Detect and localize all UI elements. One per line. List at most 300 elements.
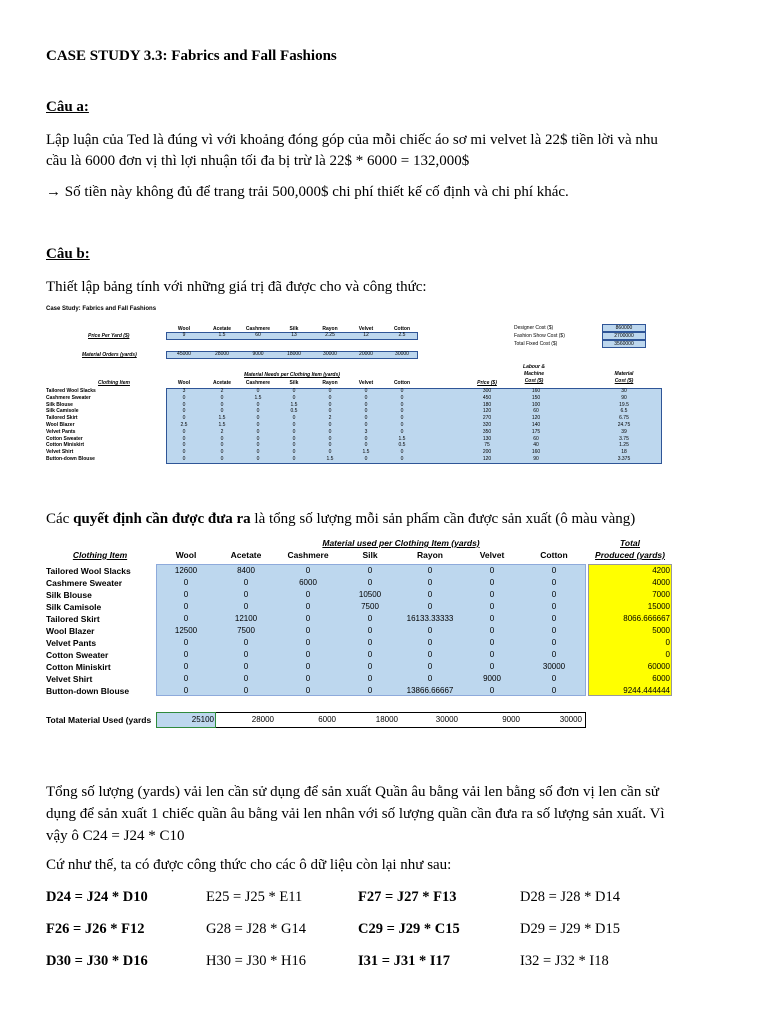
material-cost-cell: 1.25 xyxy=(619,442,629,449)
clothing-item-name: Velvet Pants xyxy=(46,638,97,648)
labour-cost-header: Machine xyxy=(523,371,544,377)
need-cell: 0 xyxy=(400,394,404,401)
clothing-item-name: Button-down Blouse xyxy=(46,456,95,462)
material-used-cell: 0 xyxy=(243,674,249,683)
price-cell: 130 xyxy=(482,435,492,442)
price-cell: 13 xyxy=(291,332,297,338)
material-used-cell: 0 xyxy=(305,566,311,575)
need-cell: 0 xyxy=(256,422,260,428)
order-cell: 20000 xyxy=(359,351,373,357)
paragraph-c-line1: Tổng số lượng (yards) vải len cần sử dụng để sản xuất Quần âu bằng vải len bằng số đơn vị len cần sử xyxy=(46,784,660,800)
clothing-item-name: Velvet Shirt xyxy=(46,674,93,684)
need-cell: 0 xyxy=(256,388,260,394)
material-used-cell: 0 xyxy=(367,686,373,695)
formula-item: H30 = J30 * H16 xyxy=(206,953,307,969)
order-cell: 45000 xyxy=(177,351,191,357)
need-cell: 0 xyxy=(400,401,404,408)
material-used-cell: 0 xyxy=(551,602,557,611)
material-used-cell: 0 xyxy=(367,566,373,575)
section-heading-b: Câu b: xyxy=(46,246,90,262)
need-cell: 2 xyxy=(328,415,332,422)
price-cell: 300 xyxy=(482,388,492,394)
formula-item: D28 = J28 * D14 xyxy=(520,889,621,905)
order-cell: 9000 xyxy=(252,351,264,357)
need-cell: 0 xyxy=(220,449,224,456)
need-cell: 0 xyxy=(292,442,296,449)
material-cost-cell: 6.5 xyxy=(620,408,628,415)
material-used-cell: 0 xyxy=(551,626,557,635)
need-cell: 0 xyxy=(292,422,296,428)
need-cell: 0 xyxy=(364,435,368,442)
need-cell: 0 xyxy=(220,394,224,401)
material-used-cell: 0 xyxy=(183,614,189,623)
material-used-cell: 0 xyxy=(551,650,557,659)
material-used-cell: 0 xyxy=(427,626,433,635)
material-used-cell: 0 xyxy=(183,602,189,611)
need-cell: 0 xyxy=(182,435,186,442)
need-cell: 0 xyxy=(328,449,332,456)
need-cell: 0 xyxy=(256,408,260,415)
need-cell: 3 xyxy=(364,428,368,435)
material-used-cell: 0 xyxy=(551,578,557,587)
clothing-item-name: Silk Blouse xyxy=(46,401,73,408)
need-cell: 0 xyxy=(364,415,368,422)
formula-item: D29 = J29 * D15 xyxy=(520,921,621,937)
total-produced-cell: 4000 xyxy=(652,578,670,587)
need-cell: 0 xyxy=(328,394,332,401)
total-produced-cell: 5000 xyxy=(652,626,670,635)
paragraph-c-line4: Cứ như thế, ta có được công thức cho các ô dữ liệu còn lại như sau: xyxy=(46,857,452,873)
total-produced-cell: 9244.444444 xyxy=(623,686,670,695)
need-cell: 0 xyxy=(292,428,296,435)
price-cell: 350 xyxy=(482,428,492,435)
need-cell: 0 xyxy=(292,415,296,422)
need-cell: 0 xyxy=(328,442,332,449)
material-cost-cell: 39 xyxy=(621,428,627,435)
material-used-cell: 9000 xyxy=(483,674,501,683)
fabric-header: Cotton xyxy=(540,550,568,560)
total-material-cell: 30000 xyxy=(435,715,458,724)
paragraph-a-line1: Lập luận của Ted là đúng vì với khoảng đóng góp của mỗi chiếc áo sơ mi velvet là 22$ tiền lời và nhu xyxy=(46,132,658,148)
need-cell: 0 xyxy=(256,401,260,408)
material-cost-cell: 90 xyxy=(621,394,627,401)
price-cell: 1.5 xyxy=(218,332,226,338)
material-used-cell: 12500 xyxy=(174,626,198,635)
fabric-header: Acetate xyxy=(230,550,262,560)
material-cost-header: Cost ($) xyxy=(614,378,634,384)
total-produced-cell: 7000 xyxy=(652,590,670,599)
paragraph-a-conclusion: → Số tiền này không đủ để trang trải 500,000$ chi phí thiết kế cố định và chi phí khác. xyxy=(46,184,569,200)
total-produced-cell: 0 xyxy=(665,638,670,647)
total-material-cell: 25100 xyxy=(191,715,214,724)
price-cell: 450 xyxy=(482,394,492,401)
clothing-item-name: Tailored Wool Slacks xyxy=(46,388,96,394)
paragraph-c-line2: dụng để sản xuất 1 chiếc quần âu bằng vải len nhân với số lượng quần cần đưa ra số lượng sản xuất. Vì xyxy=(46,806,665,822)
price-per-yard-label: Price Per Yard ($) xyxy=(88,333,130,339)
need-cell: 0 xyxy=(182,428,186,435)
fabric-header: Velvet xyxy=(358,326,374,332)
fabric-header: Cotton xyxy=(393,380,411,386)
clothing-item-name: Silk Blouse xyxy=(46,590,92,600)
need-cell: 0 xyxy=(400,415,404,422)
clothing-item-name: Cashmere Sweater xyxy=(46,578,123,588)
paragraph-decisions: Các quyết định cần được đưa ra là tổng số lượng mỗi sản phẩm cần được sản xuất (ô màu vàng) xyxy=(46,511,636,527)
fixed-cost-label: Designer Cost ($) xyxy=(514,325,554,331)
clothing-item-name: Cashmere Sweater xyxy=(46,394,91,401)
material-used-cell: 0 xyxy=(367,626,373,635)
need-cell: 1.5 xyxy=(254,394,262,401)
fabric-header: Rayon xyxy=(417,550,443,560)
material-needs-header: Material Needs per Clothing Item (yards) xyxy=(244,372,340,378)
need-cell: 0 xyxy=(256,415,260,422)
total-material-cell: 18000 xyxy=(375,715,398,724)
clothing-item-name: Silk Camisole xyxy=(46,602,102,612)
material-used-cell: 0 xyxy=(305,614,311,623)
material-used-cell: 0 xyxy=(183,590,189,599)
price-cell: 60 xyxy=(255,332,261,338)
material-used-cell: 0 xyxy=(427,578,433,587)
material-cost-cell: 3.375 xyxy=(617,456,631,462)
material-used-cell: 0 xyxy=(427,566,433,575)
price-cell: 12 xyxy=(363,332,369,338)
need-cell: 0 xyxy=(364,422,368,428)
fabric-header: Acetate xyxy=(212,380,232,386)
need-cell: 0 xyxy=(182,408,186,415)
material-used-cell: 0 xyxy=(183,638,189,647)
need-cell: 0 xyxy=(256,435,260,442)
material-used-cell: 0 xyxy=(551,566,557,575)
need-cell: 0 xyxy=(328,435,332,442)
material-orders-label: Material Orders (yards) xyxy=(82,352,137,358)
clothing-item-name: Cotton Sweater xyxy=(46,650,109,660)
labour-cost-cell: 175 xyxy=(531,428,541,435)
formula-item: F27 = J27 * F13 xyxy=(358,889,457,905)
need-cell: 0 xyxy=(220,408,224,415)
fabric-header: Silk xyxy=(362,550,378,560)
material-used-cell: 0 xyxy=(551,614,557,623)
material-cost-header: Material xyxy=(614,371,634,377)
need-cell: 3 xyxy=(182,388,186,394)
need-cell: 0 xyxy=(364,408,368,415)
total-produced-cell: 6000 xyxy=(652,674,670,683)
need-cell: 0 xyxy=(400,408,404,415)
material-used-cell: 0 xyxy=(489,638,495,647)
clothing-item-name: Tailored Skirt xyxy=(46,415,78,422)
need-cell: 0 xyxy=(292,394,296,401)
section-heading-a: Câu a: xyxy=(46,99,89,115)
need-cell: 0 xyxy=(292,449,296,456)
fabric-header: Cashmere xyxy=(245,326,271,332)
material-used-cell: 0 xyxy=(243,662,249,671)
need-cell: 0 xyxy=(364,401,368,408)
labour-cost-cell: 120 xyxy=(531,415,541,422)
total-material-cell: 30000 xyxy=(559,715,582,724)
material-used-cell: 0 xyxy=(427,650,433,659)
material-used-cell: 0 xyxy=(427,590,433,599)
paragraph-c-line3: vậy ô C24 = J24 * C10 xyxy=(46,828,185,844)
price-cell: 2.25 xyxy=(325,332,335,338)
fixed-cost-value: 2700000 xyxy=(602,332,646,340)
formula-item: I32 = J32 * I18 xyxy=(520,953,609,969)
labour-cost-cell: 100 xyxy=(531,401,541,408)
need-cell: 0 xyxy=(256,456,260,462)
order-cell: 28000 xyxy=(215,351,229,357)
clothing-item-name: Velvet Pants xyxy=(46,428,76,435)
material-used-cell: 0 xyxy=(489,614,495,623)
need-cell: 0 xyxy=(256,449,260,456)
labour-cost-header: Labour & xyxy=(523,364,545,370)
need-cell: 0 xyxy=(182,456,186,462)
material-used-cell: 0 xyxy=(489,686,495,695)
need-cell: 0 xyxy=(256,428,260,435)
formula-item: I31 = J31 * I17 xyxy=(358,953,451,969)
need-cell: 0.5 xyxy=(290,408,298,415)
total-material-cell: 9000 xyxy=(502,715,520,724)
need-cell: 0 xyxy=(364,442,368,449)
need-cell: 0 xyxy=(400,456,404,462)
need-cell: 0 xyxy=(182,394,186,401)
material-used-cell: 0 xyxy=(427,638,433,647)
material-used-cell: 0 xyxy=(305,686,311,695)
need-cell: 0.5 xyxy=(398,442,406,449)
fabric-header: Velvet xyxy=(479,550,505,560)
material-used-cell: 0 xyxy=(305,590,311,599)
need-cell: 0 xyxy=(292,388,296,394)
material-used-cell: 0 xyxy=(489,662,495,671)
clothing-item-name: Cotton Miniskirt xyxy=(46,442,85,449)
material-cost-cell: 19.5 xyxy=(619,401,629,408)
need-cell: 0 xyxy=(292,456,296,462)
total-produced-cell: 8066.666667 xyxy=(623,614,670,623)
formula-item: G28 = J28 * G14 xyxy=(206,921,307,937)
paragraph-a-line2: cầu là 6000 đơn vị thì lợi nhuận tối đa bị trừ là 22$ * 6000 = 132,000$ xyxy=(46,153,470,169)
material-used-cell: 0 xyxy=(243,650,249,659)
fabric-header: Silk xyxy=(289,380,299,386)
need-cell: 0 xyxy=(364,394,368,401)
material-used-cell: 0 xyxy=(489,626,495,635)
material-used-cell: 0 xyxy=(367,638,373,647)
order-cell: 30000 xyxy=(323,351,337,357)
material-cost-cell: 30 xyxy=(621,388,627,394)
need-cell: 0 xyxy=(400,449,404,456)
labour-cost-header: Cost ($) xyxy=(524,378,544,384)
total-header: Total xyxy=(620,538,640,548)
fabric-header: Rayon xyxy=(322,326,338,332)
need-cell: 0 xyxy=(256,442,260,449)
spreadsheet-material-used xyxy=(44,536,676,725)
clothing-item-name: Wool Blazer xyxy=(46,626,95,636)
total-material-cell: 28000 xyxy=(251,715,274,724)
fabric-header: Wool xyxy=(177,380,191,386)
material-used-cell: 0 xyxy=(489,578,495,587)
clothing-item-name: Velvet Shirt xyxy=(46,449,74,456)
material-used-cell: 0 xyxy=(367,614,373,623)
material-used-cell: 30000 xyxy=(542,662,566,671)
total-produced-cell: 15000 xyxy=(647,602,670,611)
need-cell: 1.5 xyxy=(362,449,370,456)
material-used-cell: 13866.66667 xyxy=(406,686,454,695)
material-used-cell: 0 xyxy=(183,686,189,695)
fixed-cost-label: Fashion Show Cost ($) xyxy=(514,333,565,339)
material-used-cell: 0 xyxy=(243,602,249,611)
material-used-cell: 0 xyxy=(551,590,557,599)
material-used-cell: 0 xyxy=(305,602,311,611)
formula-item: F26 = J26 * F12 xyxy=(46,921,145,937)
formula-item: D24 = J24 * D10 xyxy=(46,889,148,905)
fabric-header: Cotton xyxy=(393,326,411,332)
material-used-cell: 0 xyxy=(489,590,495,599)
labour-cost-cell: 160 xyxy=(531,449,541,456)
price-cell: 120 xyxy=(482,408,492,415)
material-used-cell: 0 xyxy=(305,674,311,683)
material-used-cell: 0 xyxy=(367,674,373,683)
fabric-header: Wool xyxy=(177,326,191,332)
need-cell: 1.5 xyxy=(326,456,334,462)
need-cell: 0 xyxy=(400,428,404,435)
material-used-cell: 0 xyxy=(183,674,189,683)
material-used-cell: 0 xyxy=(305,638,311,647)
material-used-cell: 0 xyxy=(305,626,311,635)
fabric-header: Wool xyxy=(175,550,197,560)
material-cost-cell: 24.75 xyxy=(617,422,631,428)
clothing-item-header: Clothing Item xyxy=(98,380,130,386)
material-used-cell: 0 xyxy=(551,638,557,647)
need-cell: 1.5 xyxy=(218,415,226,422)
need-cell: 0 xyxy=(400,388,404,394)
labour-cost-cell: 40 xyxy=(533,442,539,449)
material-used-cell: 10500 xyxy=(358,590,382,599)
clothing-item-header: Clothing Item xyxy=(72,550,128,560)
document-title: CASE STUDY 3.3: Fabrics and Fall Fashions xyxy=(46,48,337,64)
price-cell: 320 xyxy=(482,422,492,428)
labour-cost-cell: 90 xyxy=(533,456,539,462)
need-cell: 0 xyxy=(364,388,368,394)
material-used-cell: 6000 xyxy=(299,578,317,587)
clothing-item-name: Button-down Blouse xyxy=(46,686,130,696)
material-used-cell: 7500 xyxy=(361,602,379,611)
need-cell: 0 xyxy=(328,408,332,415)
clothing-item-name: Tailored Skirt xyxy=(46,614,100,624)
price-header: Price ($) xyxy=(477,380,497,386)
formula-item: D30 = J30 * D16 xyxy=(46,953,148,969)
need-cell: 0 xyxy=(220,401,224,408)
fabric-header: Rayon xyxy=(322,380,338,386)
sheet-title: Case Study: Fabrics and Fall Fashions xyxy=(46,306,157,312)
material-used-cell: 0 xyxy=(243,578,249,587)
need-cell: 0 xyxy=(364,456,368,462)
material-used-cell: 0 xyxy=(489,566,495,575)
order-cell: 18000 xyxy=(287,351,301,357)
clothing-item-name: Silk Camisole xyxy=(46,408,79,415)
material-used-cell: 0 xyxy=(243,638,249,647)
material-cost-cell: 3.75 xyxy=(619,435,629,442)
need-cell: 0 xyxy=(400,422,404,428)
need-cell: 0 xyxy=(220,456,224,462)
fabric-header: Cashmere xyxy=(287,550,329,560)
paragraph-b-line1: Thiết lập bảng tính với những giá trị đã được cho và công thức: xyxy=(46,279,427,295)
material-used-cell: 0 xyxy=(367,662,373,671)
material-used-header: Material used per Clothing Item (yards) xyxy=(322,538,480,548)
labour-cost-cell: 140 xyxy=(531,422,541,428)
formula-item: E25 = J25 * E11 xyxy=(206,889,303,905)
order-cell: 30000 xyxy=(395,351,409,357)
total-header: Produced (yards) xyxy=(595,550,665,560)
fixed-cost-value: 860000 xyxy=(602,324,646,332)
clothing-item-name: Cotton Sweater xyxy=(46,435,83,442)
fabric-header: Velvet xyxy=(358,380,374,386)
price-cell: 200 xyxy=(482,449,492,456)
need-cell: 0 xyxy=(328,422,332,428)
total-produced-cell: 60000 xyxy=(647,662,670,671)
material-used-cell: 0 xyxy=(183,662,189,671)
material-used-cell: 0 xyxy=(305,662,311,671)
material-used-cell: 0 xyxy=(183,578,189,587)
total-produced-cell: 0 xyxy=(665,650,670,659)
need-cell: 1.5 xyxy=(398,435,406,442)
material-used-cell: 12600 xyxy=(174,566,198,575)
labour-cost-cell: 60 xyxy=(533,435,539,442)
clothing-item-name: Cotton Miniskirt xyxy=(46,662,111,672)
material-cost-cell: 6.75 xyxy=(619,415,629,422)
price-cell: 120 xyxy=(482,456,492,462)
material-used-cell: 0 xyxy=(367,650,373,659)
fixed-cost-label: Total Fixed Cost ($) xyxy=(514,341,558,347)
labour-cost-cell: 160 xyxy=(531,388,541,394)
fabric-header: Cashmere xyxy=(245,380,271,386)
need-cell: 0 xyxy=(328,388,332,394)
need-cell: 0 xyxy=(182,401,186,408)
price-cell: 180 xyxy=(482,401,492,408)
need-cell: 0 xyxy=(182,415,186,422)
total-material-label: Total Material Used (yards xyxy=(46,715,152,725)
material-used-cell: 12100 xyxy=(234,614,258,623)
labour-cost-cell: 60 xyxy=(533,408,539,415)
material-used-cell: 0 xyxy=(551,674,557,683)
spreadsheet-inputs xyxy=(44,302,662,466)
fabric-header: Silk xyxy=(289,326,299,332)
material-used-cell: 16133.33333 xyxy=(406,614,454,623)
material-used-cell: 0 xyxy=(427,602,433,611)
price-cell: 2.5 xyxy=(398,332,406,338)
need-cell: 2 xyxy=(220,388,224,394)
fixed-cost-value: 3560000 xyxy=(602,340,646,348)
formula-item: C29 = J29 * C15 xyxy=(358,921,460,937)
material-used-cell: 0 xyxy=(243,686,249,695)
material-used-cell: 7500 xyxy=(237,626,255,635)
material-cost-cell: 18 xyxy=(621,449,627,456)
material-used-cell: 0 xyxy=(427,674,433,683)
need-cell: 2.5 xyxy=(180,422,188,428)
material-used-cell: 8400 xyxy=(237,566,255,575)
material-used-cell: 0 xyxy=(183,650,189,659)
total-produced-cell: 4200 xyxy=(652,566,670,575)
material-used-cell: 0 xyxy=(551,686,557,695)
need-cell: 0 xyxy=(220,435,224,442)
need-cell: 0 xyxy=(220,442,224,449)
material-used-cell: 0 xyxy=(305,650,311,659)
need-cell: 0 xyxy=(292,435,296,442)
total-material-cell: 6000 xyxy=(318,715,336,724)
price-cell: 75 xyxy=(484,442,490,449)
need-cell: 1.5 xyxy=(218,422,226,428)
clothing-item-name: Tailored Wool Slacks xyxy=(46,566,131,576)
price-cell: 270 xyxy=(482,415,492,422)
need-cell: 2 xyxy=(220,428,224,435)
material-used-cell: 0 xyxy=(489,602,495,611)
material-used-cell: 0 xyxy=(489,650,495,659)
need-cell: 0 xyxy=(328,401,332,408)
need-cell: 0 xyxy=(182,442,186,449)
